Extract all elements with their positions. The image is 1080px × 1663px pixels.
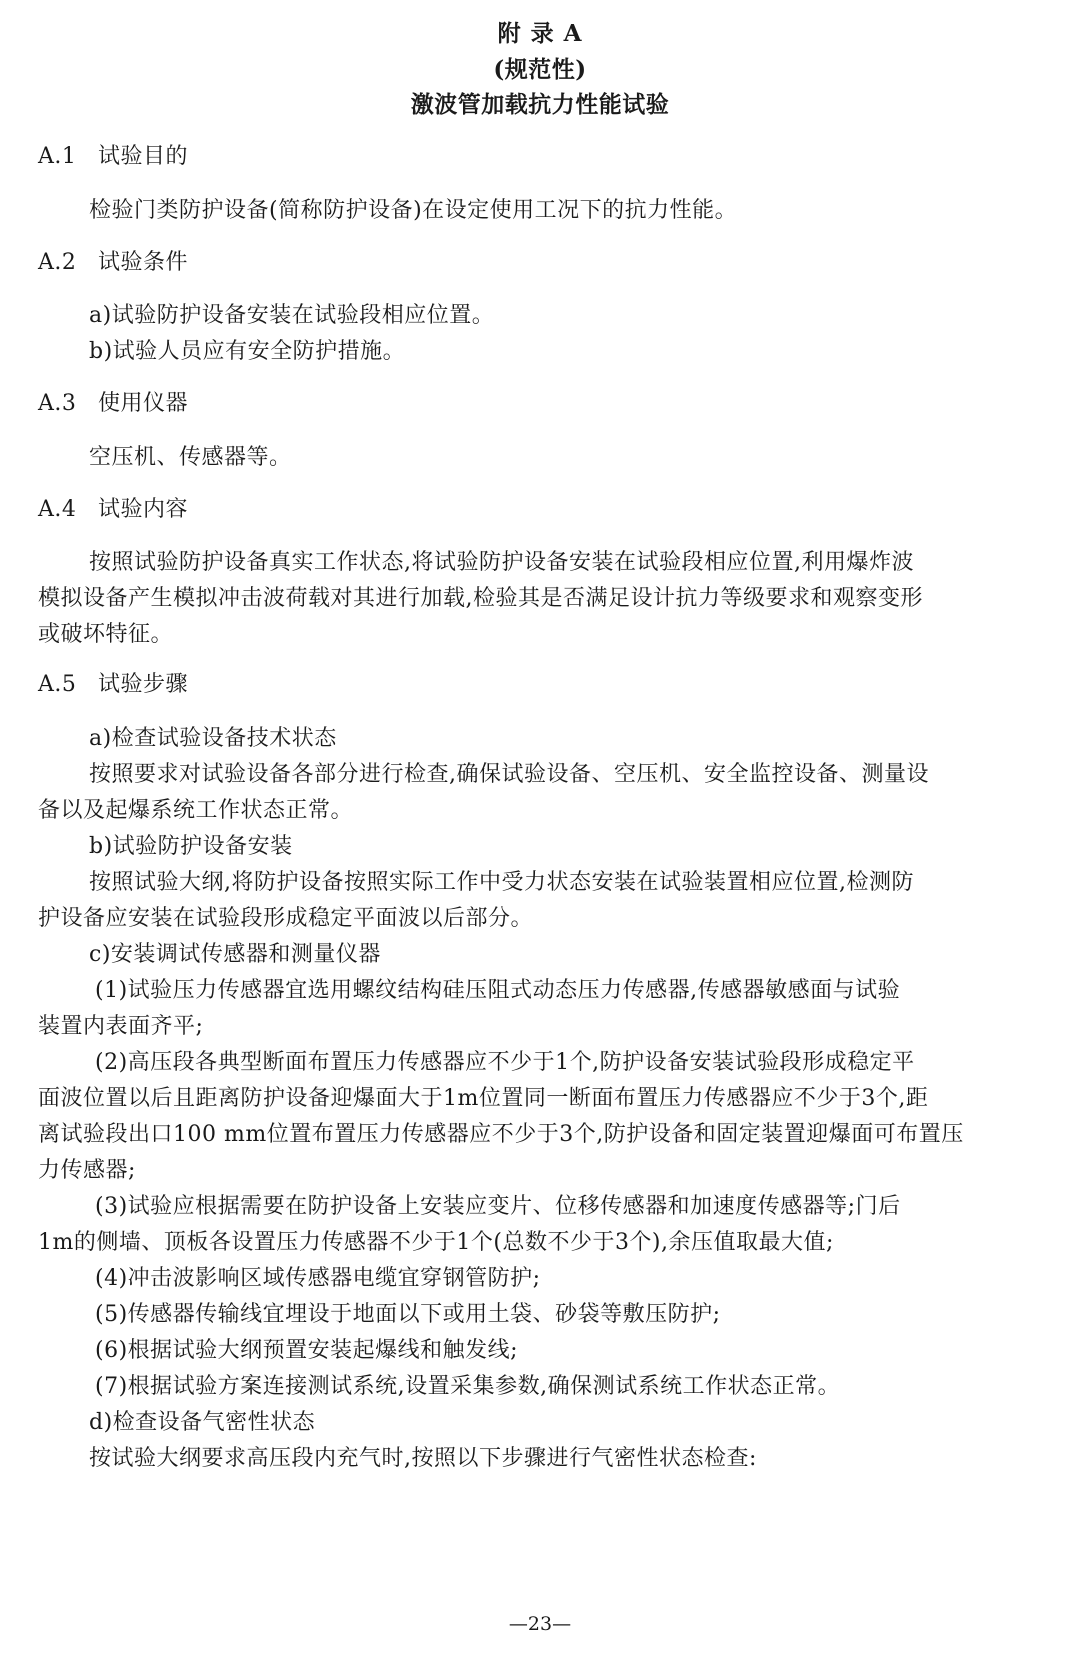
- section-number: A.3: [38, 391, 77, 416]
- section-title: 使用仪器: [98, 391, 189, 416]
- section-title: 试验目的: [98, 144, 189, 169]
- paragraph-line: 面波位置以后且距离防护设备迎爆面大于1m位置同一断面布置压力传感器应不少于3个,距: [38, 1086, 929, 1111]
- section-number: A.5: [38, 672, 77, 697]
- section-a2-heading: [38, 248, 188, 278]
- section-title: 试验步骤: [98, 672, 189, 697]
- section-a3-heading: [38, 389, 188, 419]
- paragraph-line: 备以及起爆系统工作状态正常。: [38, 798, 354, 823]
- section-title: 试验内容: [98, 497, 189, 522]
- numbered-item: (7)根据试验方案连接测试系统,设置采集参数,确保测试系统工作状态正常。: [95, 1374, 841, 1399]
- list-item: b)试验人员应有安全防护措施。: [89, 339, 406, 364]
- paragraph-line: 护设备应安装在试验段形成稳定平面波以后部分。: [38, 906, 534, 931]
- paragraph-line: 装置内表面齐平;: [38, 1014, 204, 1039]
- paragraph-line: 离试验段出口100 mm位置布置压力传感器应不少于3个,防护设备和固定装置迎爆面可布置压: [38, 1122, 964, 1147]
- list-item-heading: c)安装调试传感器和测量仪器: [89, 942, 381, 967]
- section-title: 试验条件: [98, 250, 189, 275]
- paragraph-line: 空压机、传感器等。: [89, 445, 292, 470]
- paragraph-line: 检验门类防护设备(简称防护设备)在设定使用工况下的抗力性能。: [89, 198, 738, 223]
- paragraph-line: 按照试验大纲,将防护设备按照实际工作中受力状态安装在试验装置相应位置,检测防: [89, 870, 914, 895]
- paragraph-line: 模拟设备产生模拟冲击波荷载对其进行加载,检验其是否满足设计抗力等级要求和观察变形: [38, 586, 923, 611]
- section-a4-heading: [38, 495, 188, 525]
- section-number: A.4: [38, 497, 77, 522]
- numbered-item: (1)试验压力传感器宜选用螺纹结构硅压阻式动态压力传感器,传感器敏感面与试验: [95, 978, 901, 1003]
- normative-label: (规范性): [493, 56, 587, 83]
- section-number: A.2: [38, 250, 77, 275]
- section-a1-heading: [38, 142, 188, 172]
- numbered-item: (4)冲击波影响区域传感器电缆宜穿钢管防护;: [95, 1266, 541, 1291]
- section-a5-heading: [38, 670, 188, 700]
- list-item: a)试验防护设备安装在试验段相应位置。: [89, 303, 495, 328]
- paragraph-line: 力传感器;: [38, 1158, 136, 1183]
- appendix-label: 附 录 A: [497, 20, 583, 47]
- list-item-heading: d)检查设备气密性状态: [89, 1410, 316, 1435]
- numbered-item: (5)传感器传输线宜埋设于地面以下或用土袋、砂袋等敷压防护;: [95, 1302, 721, 1327]
- paragraph-line: 或破坏特征。: [38, 622, 174, 647]
- paragraph-line: 按照试验防护设备真实工作状态,将试验防护设备安装在试验段相应位置,利用爆炸波: [89, 550, 914, 575]
- paragraph-line: 1m的侧墙、顶板各设置压力传感器不少于1个(总数不少于3个),余压值取最大值;: [38, 1230, 834, 1255]
- page-number: —23—: [508, 1613, 572, 1635]
- paragraph-line: 按照要求对试验设备各部分进行检查,确保试验设备、空压机、安全监控设备、测量设: [89, 762, 929, 787]
- paragraph-line: 按试验大纲要求高压段内充气时,按照以下步骤进行气密性状态检查:: [89, 1446, 757, 1471]
- numbered-item: (2)高压段各典型断面布置压力传感器应不少于1个,防护设备安装试验段形成稳定平: [95, 1050, 915, 1075]
- numbered-item: (6)根据试验大纲预置安装起爆线和触发线;: [95, 1338, 519, 1363]
- numbered-item: (3)试验应根据需要在防护设备上安装应变片、位移传感器和加速度传感器等;门后: [95, 1194, 901, 1219]
- list-item-heading: a)检查试验设备技术状态: [89, 726, 337, 751]
- list-item-heading: b)试验防护设备安装: [89, 834, 293, 859]
- section-number: A.1: [38, 144, 77, 169]
- appendix-title: 激波管加载抗力性能试验: [410, 91, 670, 118]
